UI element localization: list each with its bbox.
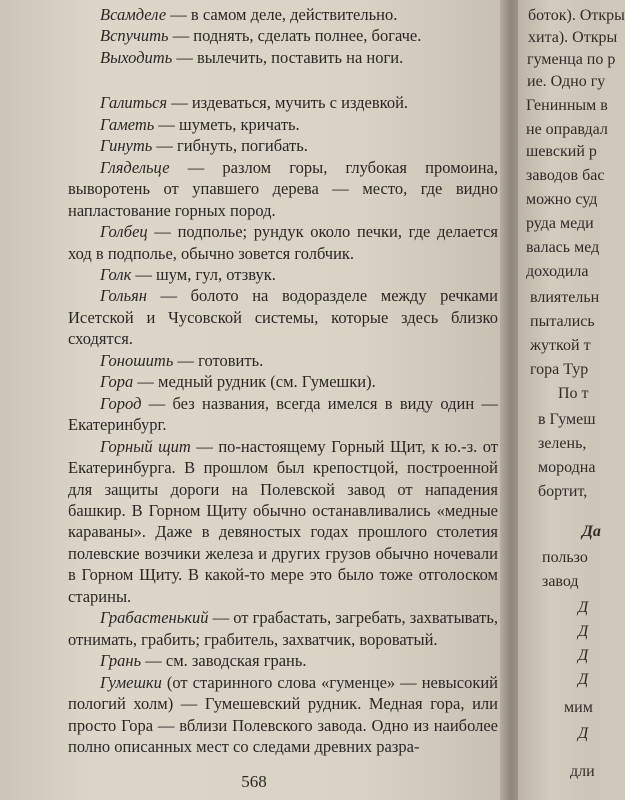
- glossary-entry: [68, 650, 498, 671]
- entry-term: Гора: [100, 372, 134, 392]
- right-page-fragment: Д: [578, 725, 589, 742]
- right-page-fragment: По т: [558, 385, 589, 402]
- entry-definition: — подполье; рундук около печки, где делается ход в подполье, обычно зовется голбчик.: [68, 222, 498, 263]
- right-page-fragment: гора Тур: [530, 361, 589, 378]
- entry-definition: — см. заводская грань.: [141, 651, 307, 671]
- right-page-fragment: бортит,: [538, 483, 588, 500]
- glossary-entry: [68, 47, 498, 68]
- entry-definition: — без названия, всегда имелся в виду один — Екатеринбург.: [68, 393, 498, 435]
- entry-term: Гумешки: [100, 672, 162, 692]
- entry-definition: — издеваться, мучить с издевкой.: [167, 93, 409, 113]
- right-page-fragment: не оправдал: [526, 121, 608, 138]
- entry-term: Гаметь: [100, 114, 155, 134]
- right-book-page: [518, 0, 625, 800]
- right-page-fragment: Д: [578, 623, 589, 640]
- entry-definition: — вылечить, поставить на ноги.: [172, 47, 404, 67]
- glossary-entry: [68, 157, 498, 221]
- right-page-fragment: Да: [582, 523, 601, 540]
- entry-term: Всамделе: [100, 5, 167, 24]
- right-page-fragment: гуменца по р: [527, 51, 616, 68]
- entry-definition: — болото на водоразделе между речками Исетской и Чусовской системы, которые здесь близко сходятся.: [68, 286, 498, 349]
- glossary-entry: [68, 221, 498, 264]
- entry-term: Гоношить: [100, 350, 174, 370]
- glossary-entry: [68, 25, 498, 46]
- entry-term: Гинуть: [100, 136, 153, 156]
- glossary-entry: [68, 436, 498, 608]
- entry-term: Грабастенький: [100, 608, 209, 628]
- entry-definition: — готовить.: [173, 350, 264, 370]
- right-page-fragment: хита). Откры: [528, 29, 618, 46]
- glossary-entry: [68, 350, 498, 371]
- right-page-fragment: завод: [542, 573, 579, 590]
- right-page-fragment: мородна: [538, 459, 596, 476]
- entry-definition: — шум, гул, отзвук.: [131, 264, 276, 284]
- glossary-entry: [68, 264, 498, 285]
- right-page-fragment: доходила: [526, 263, 589, 280]
- right-page-fragment: ие. Одно гу: [527, 73, 606, 90]
- entry-definition: — медный рудник (см. Гумешки).: [133, 372, 376, 392]
- entry-term: Вспучить: [100, 26, 169, 46]
- right-page-fragment: пользо: [542, 549, 588, 566]
- right-page-fragment: валась мед: [526, 239, 600, 256]
- right-page-fragment: шевский р: [526, 143, 597, 160]
- entry-definition: (от старинного слова «гуменце» — невысокий пологий холм) — Гумешевский рудник. Медная гора, или просто Гора — вблизи Полевского завода. Одно из наиболее полно описанных мест со следами древних разра-: [68, 672, 498, 756]
- glossary-entries: [68, 4, 498, 757]
- right-page-fragment: руда меди: [526, 215, 594, 232]
- entry-definition: — шуметь, кричать.: [154, 114, 300, 134]
- entry-term: Голк: [100, 264, 132, 284]
- right-page-fragment: мим: [564, 699, 593, 716]
- entry-term: Галиться: [100, 93, 168, 113]
- right-page-fragment: заводов бас: [526, 167, 605, 184]
- glossary-entry: [68, 672, 498, 758]
- right-page-fragment: Д: [578, 647, 589, 664]
- entry-term: Глядельце: [100, 157, 170, 177]
- right-page-fragment: влиятельн: [530, 289, 600, 306]
- glossary-entry: [68, 114, 498, 135]
- entry-definition: — по-настоящему Горный Щит, к ю.-з. от Екатеринбурга. В прошлом был крепостцой, построенной для защиты дороги на Полевской завод от нападения башкир. В Горном Щиту обычно останавливались «медные караваны». Даже в девяностых годах прошлого столетия полевские возчики железа и других грузов обычно ночевали в Горном Щиту. В какой-то мере это было тоже отголоском старины.: [68, 436, 499, 606]
- entry-definition: — гибнуть, погибать.: [152, 136, 308, 156]
- entry-term: Грань: [100, 651, 142, 671]
- right-page-fragment: в Гумеш: [538, 411, 596, 428]
- right-page-fragment: жуткой т: [530, 337, 591, 354]
- entry-term: Гольян: [100, 286, 147, 306]
- glossary-entry: [68, 371, 498, 392]
- right-page-fragment: Генинным в: [526, 97, 608, 114]
- right-page-fragment: зелень,: [538, 435, 587, 452]
- entry-term: Горный щит: [100, 436, 191, 456]
- glossary-entry: [68, 92, 498, 113]
- right-page-fragment: боток). Откры: [528, 7, 625, 24]
- entry-term: Выходить: [100, 47, 173, 67]
- glossary-entry: [68, 4, 498, 25]
- entry-definition: — в самом деле, действительно.: [166, 5, 398, 24]
- glossary-entry: [68, 285, 498, 349]
- entry-term: Город: [100, 393, 142, 413]
- glossary-entry: [68, 607, 498, 650]
- entry-definition: — от грабастать, загребать, захватывать, отнимать, грабить; грабитель, захватчик, вороватый.: [68, 608, 498, 649]
- right-page-fragment: можно суд: [526, 191, 598, 208]
- right-page-fragment: Д: [578, 599, 589, 616]
- page-number: 568: [241, 772, 267, 791]
- right-page-fragment: пытались: [530, 313, 595, 330]
- entry-term: Голбец: [100, 222, 148, 242]
- glossary-entry: [68, 393, 498, 436]
- right-page-fragment: Д: [578, 671, 589, 688]
- entry-definition: — разлом горы, глубокая промоина, выворотень от упавшего дерева — место, где видно напластование горных пород.: [68, 157, 498, 220]
- right-page-fragment: дли: [570, 763, 595, 780]
- entry-definition: — поднять, сделать полнее, богаче.: [168, 26, 422, 46]
- glossary-entry: [68, 135, 498, 156]
